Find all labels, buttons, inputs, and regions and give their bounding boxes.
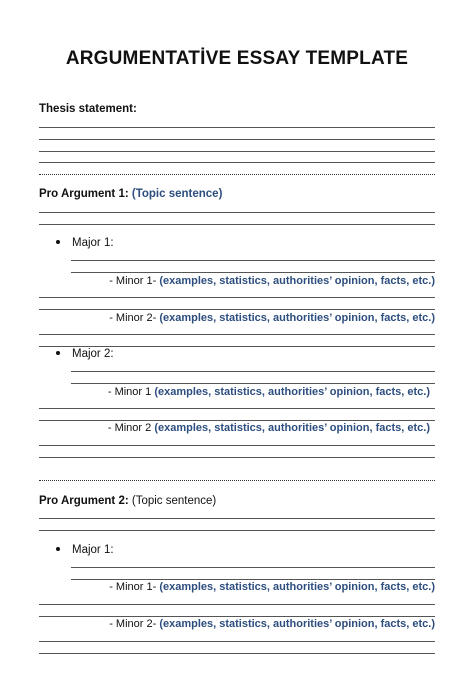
writing-line[interactable] <box>39 616 435 617</box>
writing-line[interactable] <box>71 260 435 261</box>
minor-prefix: - Minor 1- <box>109 581 157 593</box>
minor-prefix: - Minor 2 <box>107 422 152 434</box>
writing-line[interactable] <box>39 212 435 213</box>
writing-line[interactable] <box>71 371 435 372</box>
page-title: ARGUMENTATİVE ESSAY TEMPLATE <box>65 48 409 69</box>
writing-line[interactable] <box>39 530 435 531</box>
minor-2-item <box>108 422 430 434</box>
bullet-icon <box>56 240 60 244</box>
major-1-item <box>56 544 114 556</box>
minor-prefix: - Minor 2- <box>109 312 157 324</box>
writing-line[interactable] <box>39 127 435 128</box>
writing-line[interactable] <box>71 579 435 580</box>
writing-line[interactable] <box>39 457 435 458</box>
pro-argument-2-heading <box>39 495 216 507</box>
pro-argument-1-heading <box>39 188 222 200</box>
writing-line[interactable] <box>39 224 435 225</box>
major-2-item <box>56 348 114 360</box>
minor-prefix: - Minor 2- <box>109 618 157 630</box>
minor-1-item <box>109 275 435 287</box>
minor-detail: (examples, statistics, authorities’ opinion, facts, etc.) <box>159 275 435 287</box>
writing-line[interactable] <box>39 408 435 409</box>
writing-line[interactable] <box>39 346 435 347</box>
writing-line[interactable] <box>39 641 435 642</box>
major-1-item <box>56 237 114 249</box>
writing-line[interactable] <box>71 567 435 568</box>
minor-1-item <box>109 581 435 593</box>
pro-argument-2-label: Pro Argument 2: <box>39 495 129 507</box>
minor-detail: (examples, statistics, authorities’ opinion, facts, etc.) <box>154 422 430 434</box>
minor-detail: (examples, statistics, authorities’ opinion, facts, etc.) <box>159 618 435 630</box>
bullet-icon <box>56 547 60 551</box>
writing-line[interactable] <box>39 604 435 605</box>
minor-2-item <box>109 618 435 630</box>
section-divider <box>39 174 435 175</box>
writing-line[interactable] <box>39 162 435 163</box>
writing-line[interactable] <box>39 445 435 446</box>
writing-line[interactable] <box>71 272 435 273</box>
writing-line[interactable] <box>39 297 435 298</box>
pro-argument-1-label: Pro Argument 1: <box>39 188 129 200</box>
bullet-icon <box>56 351 60 355</box>
minor-prefix: - Minor 1- <box>109 275 157 287</box>
writing-line[interactable] <box>39 334 435 335</box>
writing-line[interactable] <box>39 653 435 654</box>
minor-1-item <box>108 386 430 398</box>
writing-line[interactable] <box>39 151 435 152</box>
minor-prefix: - Minor 1 <box>107 386 152 398</box>
section-divider <box>39 480 435 481</box>
major-label: Major 2: <box>72 348 114 360</box>
pro-argument-1-topic: (Topic sentence) <box>131 188 223 200</box>
minor-detail: (examples, statistics, authorities’ opinion, facts, etc.) <box>159 312 435 324</box>
major-label: Major 1: <box>72 544 114 556</box>
minor-2-item <box>109 312 435 324</box>
minor-detail: (examples, statistics, authorities’ opinion, facts, etc.) <box>159 581 435 593</box>
writing-line[interactable] <box>39 420 435 421</box>
writing-line[interactable] <box>39 309 435 310</box>
major-label: Major 1: <box>72 237 114 249</box>
pro-argument-2-topic: (Topic sentence) <box>131 495 217 507</box>
thesis-label: Thesis statement: <box>39 103 137 115</box>
writing-line[interactable] <box>71 383 435 384</box>
minor-detail: (examples, statistics, authorities’ opinion, facts, etc.) <box>154 386 430 398</box>
writing-line[interactable] <box>39 139 435 140</box>
writing-line[interactable] <box>39 518 435 519</box>
